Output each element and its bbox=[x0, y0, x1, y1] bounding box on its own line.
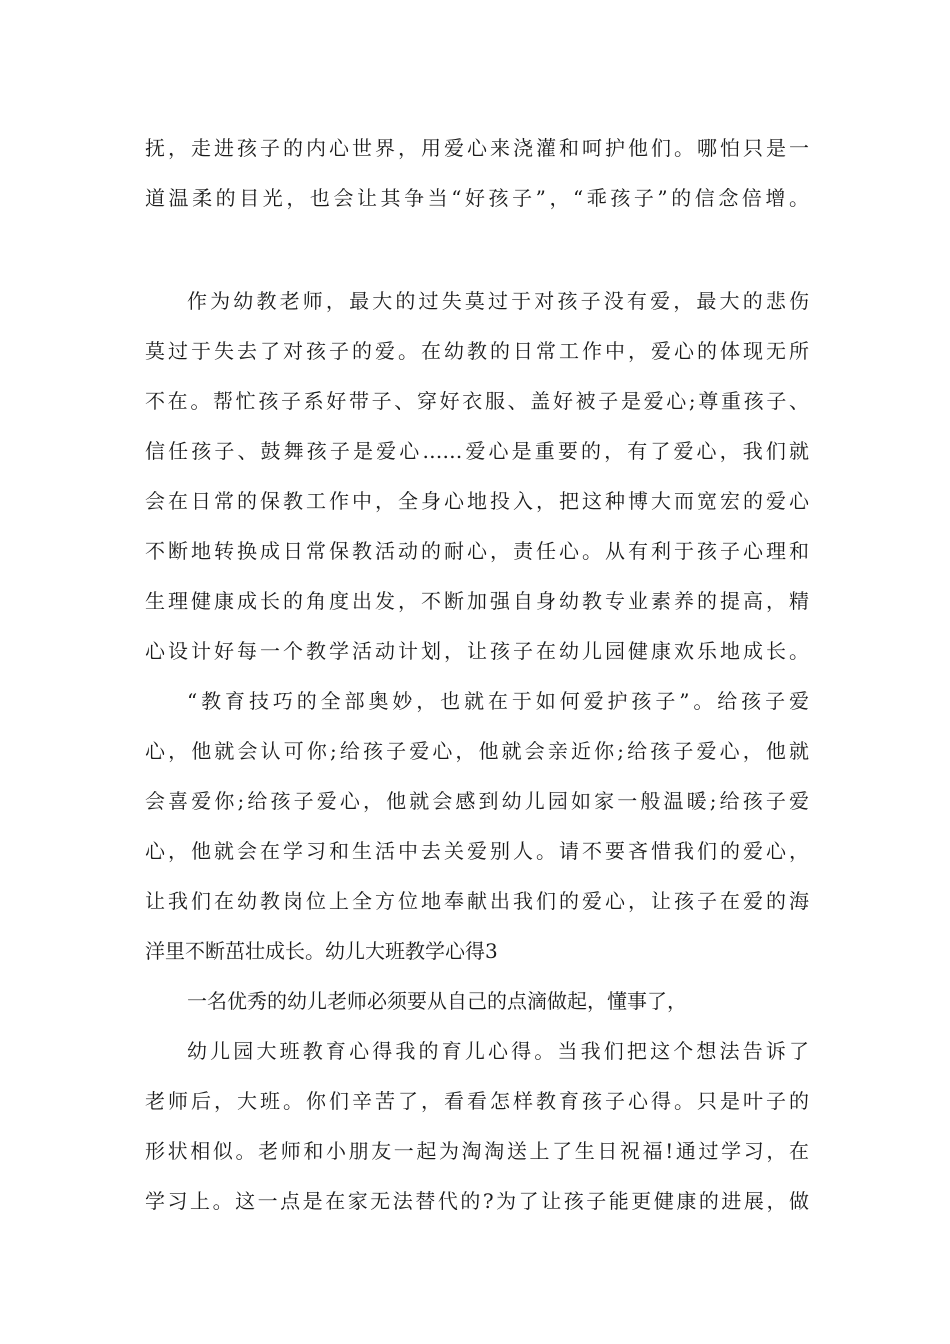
paragraph-2-line-4: 信任孩子、鼓舞孩子是爱心……爱心是重要的，有了爱心，我们就 bbox=[145, 439, 809, 463]
paragraph-2-line-2: 莫过于失去了对孩子的爱。在幼教的日常工作中，爱心的体现无所 bbox=[145, 339, 809, 363]
paragraph-3-line-5: 让我们在幼教岗位上全方位地奉献出我们的爱心，让孩子在爱的海 bbox=[145, 889, 809, 913]
paragraph-1-line-2: 道温柔的目光，也会让其争当“好孩子”，“乖孩子”的信念倍增。 bbox=[145, 186, 809, 210]
paragraph-2-line-7: 生理健康成长的角度出发，不断加强自身幼教专业素养的提高，精 bbox=[145, 589, 809, 613]
paragraph-3-line-4: 心，他就会在学习和生活中去关爱别人。请不要吝惜我们的爱心， bbox=[145, 839, 809, 863]
paragraph-2-line-5: 会在日常的保教工作中，全身心地投入，把这种博大而宽宏的爱心 bbox=[145, 489, 809, 513]
paragraph-4-line-1: 一名优秀的幼儿老师必须要从自己的点滴做起，懂事了， bbox=[187, 989, 687, 1013]
paragraph-5-line-1: 幼儿园大班教育心得我的育儿心得。当我们把这个想法告诉了 bbox=[187, 1039, 809, 1063]
paragraph-5-line-4: 学习上。这一点是在家无法替代的?为了让孩子能更健康的进展，做 bbox=[145, 1189, 809, 1213]
paragraph-2-line-1: 作为幼教老师，最大的过失莫过于对孩子没有爱，最大的悲伤 bbox=[187, 289, 809, 313]
paragraph-2-line-3: 不在。帮忙孩子系好带子、穿好衣服、盖好被子是爱心;尊重孩子、 bbox=[145, 389, 809, 413]
paragraph-3-line-3: 会喜爱你;给孩子爱心，他就会感到幼儿园如家一般温暖;给孩子爱 bbox=[145, 789, 809, 813]
paragraph-5-line-2: 老师后，大班。你们辛苦了，看看怎样教育孩子心得。只是叶子的 bbox=[145, 1089, 809, 1113]
paragraph-2-line-6: 不断地转换成日常保教活动的耐心，责任心。从有利于孩子心理和 bbox=[145, 539, 809, 563]
paragraph-3-line-2: 心，他就会认可你;给孩子爱心，他就会亲近你;给孩子爱心，他就 bbox=[145, 739, 809, 763]
paragraph-2-line-8: 心设计好每一个教学活动计划，让孩子在幼儿园健康欢乐地成长。 bbox=[145, 639, 809, 663]
paragraph-1-line-1: 抚，走进孩子的内心世界，用爱心来浇灌和呵护他们。哪怕只是一 bbox=[145, 136, 809, 160]
paragraph-5-line-3: 形状相似。老师和小朋友一起为淘淘送上了生日祝福!通过学习，在 bbox=[145, 1139, 809, 1163]
paragraph-3-line-1: “教育技巧的全部奥妙，也就在于如何爱护孩子”。给孩子爱 bbox=[187, 689, 809, 713]
paragraph-3-line-6: 洋里不断茁壮成长。幼儿大班教学心得3 bbox=[145, 939, 498, 963]
